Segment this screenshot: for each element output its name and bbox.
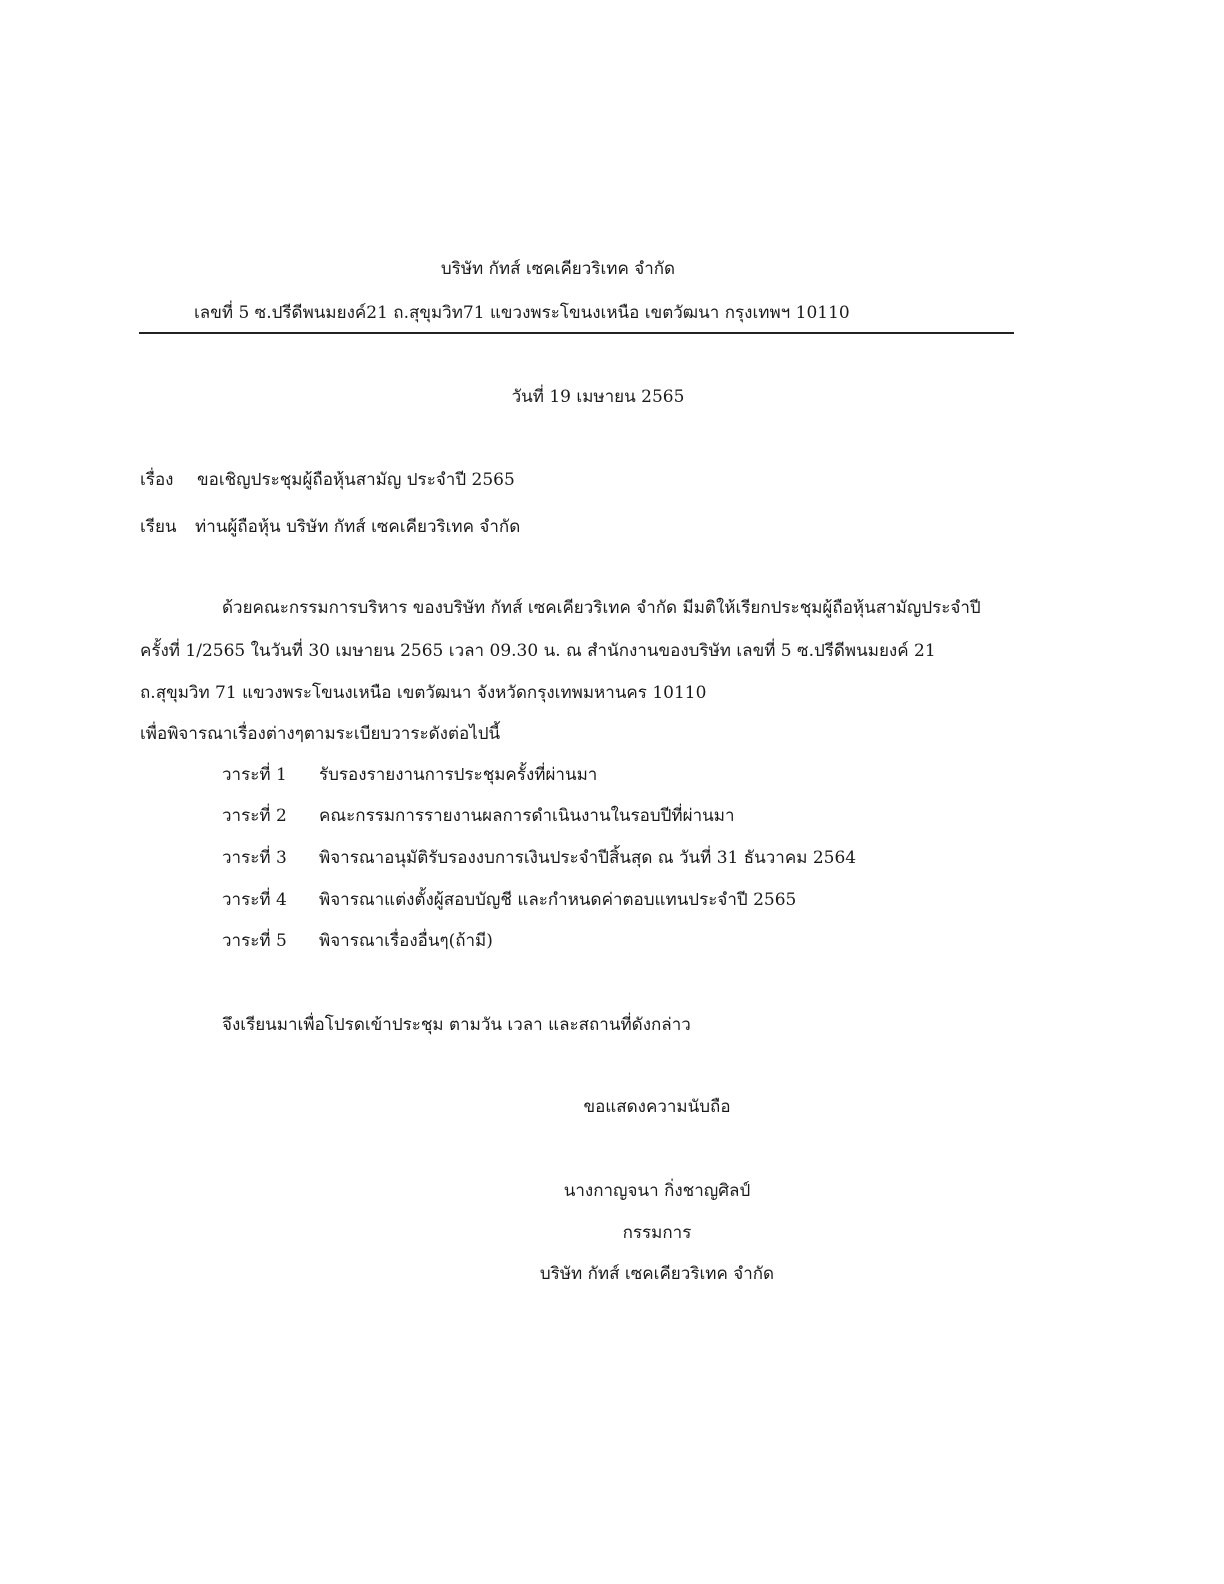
company-address: เลขที่ 5 ซ.ปรีดีพนมยงค์21 ถ.สุขุมวิท71 แขวงพระโขนงเหนือ เขตวัฒนา กรุงเทพฯ 10110 [194,303,850,323]
closing-sentence: จึงเรียนมาเพื่อโปรดเข้าประชุม ตามวัน เวลา และสถานที่ดังกล่าว [222,1015,691,1035]
signatory-name: นางกาญจนา กิ่งชาญศิลป์ [563,1181,751,1201]
agenda-label: วาระที่ 5 [222,931,287,951]
agenda-label: วาระที่ 4 [222,890,287,910]
company-name-header: บริษัท กัทส์ เซคเคียวริเทค จำกัด [440,259,676,279]
body-line-3: ถ.สุขุมวิท 71 แขวงพระโขนงเหนือ เขตวัฒนา จังหวัดกรุงเทพมหานคร 10110 [140,683,707,703]
agenda-label: วาระที่ 1 [222,765,287,785]
letter-date: วันที่ 19 เมษายน 2565 [511,387,685,407]
body-line-2: ครั้งที่ 1/2565 ในวันที่ 30 เมษายน 2565 เวลา 09.30 น. ณ สำนักงานของบริษัท เลขที่ 5 ซ.ปรีดีพนมยงค์ 21 [140,641,936,661]
header-divider [139,332,1014,334]
agenda-label: วาระที่ 2 [222,806,287,826]
signature-salutation: ขอแสดงความนับถือ [583,1097,731,1117]
body-line-4: เพื่อพิจารณาเรื่องต่างๆตามระเบียบวาระดังต่อไปนี้ [140,724,501,744]
agenda-text: พิจารณาอนุมัติรับรองงบการเงินประจำปีสิ้นสุด ณ วันที่ 31 ธันวาคม 2564 [319,848,857,868]
recipient-text: ท่านผู้ถือหุ้น บริษัท กัทส์ เซคเคียวริเทค จำกัด [195,517,521,537]
subject-text: ขอเชิญประชุมผู้ถือหุ้นสามัญ ประจำปี 2565 [197,470,515,490]
agenda-text: พิจารณาเรื่องอื่นๆ(ถ้ามี) [319,931,493,951]
recipient-label: เรียน [140,517,177,537]
agenda-text: พิจารณาแต่งตั้งผู้สอบบัญชี และกำหนดค่าตอบแทนประจำปี 2565 [319,890,797,910]
agenda-text: คณะกรรมการรายงานผลการดำเนินงานในรอบปีที่ผ่านมา [319,806,735,826]
body-line-1: ด้วยคณะกรรมการบริหาร ของบริษัท กัทส์ เซคเคียวริเทค จำกัด มีมติให้เรียกประชุมผู้ถือหุ้นสามัญประจำปี [222,598,981,618]
signatory-position: กรรมการ [622,1223,692,1243]
subject-label: เรื่อง [140,470,174,490]
agenda-text: รับรองรายงานการประชุมครั้งที่ผ่านมา [319,765,598,785]
agenda-label: วาระที่ 3 [222,848,287,868]
signatory-company: บริษัท กัทส์ เซคเคียวริเทค จำกัด [539,1264,775,1284]
